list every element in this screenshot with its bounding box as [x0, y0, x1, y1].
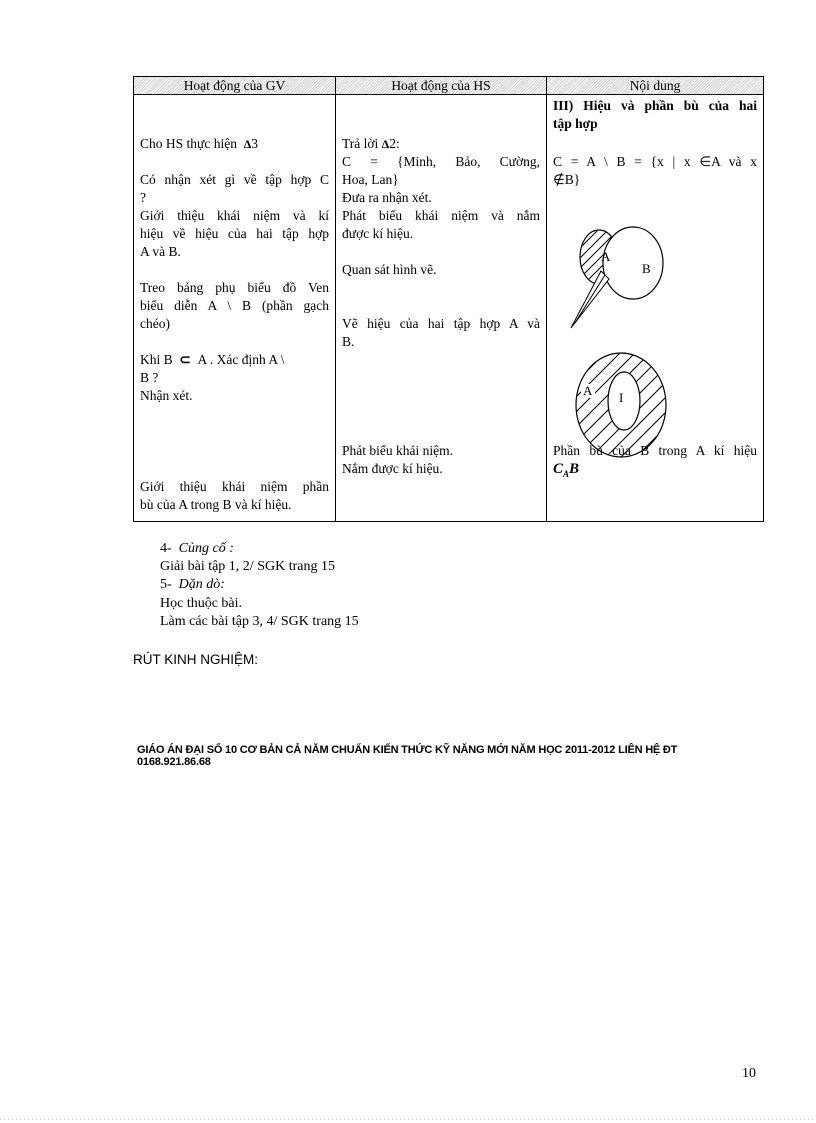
- section-heading: tập hợp: [553, 116, 598, 131]
- header-noi-dung: Nội dung: [547, 77, 764, 95]
- gv-line: ?: [140, 190, 146, 205]
- gv-line: Có nhận xét gì về tập hợp C: [140, 172, 329, 187]
- section-5-text: Làm các bài tập 3, 4/ SGK trang 15: [160, 614, 359, 629]
- venn-difference-diagram: [565, 223, 705, 343]
- gv-line: B ?: [140, 370, 159, 385]
- gv-line: Nhận xét.: [140, 388, 193, 403]
- venn2-label-a: A: [583, 383, 593, 398]
- gv-line: bù của A trong B và kí hiệu.: [140, 497, 292, 512]
- section-5-text: Học thuộc bài.: [160, 596, 243, 611]
- hs-line: Quan sát hình vẽ.: [342, 262, 437, 277]
- hs-line: Đưa ra nhận xét.: [342, 190, 432, 205]
- gv-line: A và B.: [140, 244, 181, 259]
- hs-line: Phát biểu khái niệm.: [342, 443, 453, 458]
- page-edge-divider: [0, 1119, 816, 1120]
- header-hs: Hoạt động của HS: [336, 77, 547, 95]
- gv-line: Giới thiệu khái niệm và kí: [140, 208, 329, 223]
- header-gv: Hoạt động của GV: [134, 77, 336, 95]
- difference-formula: ∉B}: [553, 172, 581, 187]
- venn2-label-b: I: [619, 390, 624, 405]
- hs-line: Trả lời Δ2:: [342, 136, 400, 151]
- section-4-heading: 4- Củng cố :: [160, 541, 234, 556]
- hs-line: được kí hiệu.: [342, 226, 414, 241]
- footer-note: GIÁO ÁN ĐẠI SỐ 10 CƠ BẢN CẢ NĂM CHUẨN KIẾN THỨC KỸ NĂNG MỚI NĂM HỌC 2011-2012 LIÊN HỆ ĐT 0168.921.86.68: [137, 744, 678, 768]
- hs-line: B.: [342, 334, 355, 349]
- hs-cell: [336, 95, 547, 522]
- venn1-label-a: A: [601, 249, 611, 264]
- hs-line: Vẽ hiệu của hai tập hợp A và: [342, 316, 540, 331]
- gv-line: Treo bảng phụ biểu đồ Ven: [140, 280, 329, 295]
- section-5-heading: 5- Dặn dò:: [160, 577, 225, 592]
- lesson-table: [133, 76, 764, 522]
- section-4-text: Giải bài tập 1, 2/ SGK trang 15: [160, 559, 335, 574]
- page-number: 10: [742, 1066, 756, 1081]
- gv-line: Giới thiệu khái niệm phần: [140, 479, 329, 494]
- section-heading: III) Hiệu và phần bù của hai: [553, 98, 757, 113]
- gv-line: Cho HS thực hiện Δ3: [140, 136, 258, 151]
- hs-line: Hoa, Lan}: [342, 172, 399, 187]
- hs-line: Nắm được kí hiệu.: [342, 461, 443, 476]
- gv-line: Khi B ⊂ A . Xác định A \: [140, 352, 285, 367]
- table-header-row: [134, 77, 764, 95]
- complement-symbol: $C_AB$: [553, 461, 580, 479]
- difference-formula: C = A \ B = {x | x ∈A và x: [553, 154, 757, 169]
- table-row: [134, 95, 764, 522]
- gv-line: chéo): [140, 316, 170, 331]
- subset-symbol: ⊂: [179, 352, 191, 367]
- rut-kinh-nghiem-heading: RÚT KINH NGHIỆM:: [133, 652, 259, 667]
- gv-line: hiệu về hiệu của hai tập hợp: [140, 226, 329, 241]
- noi-dung-cell: [547, 95, 764, 522]
- complement-text: Phần bù của B trong A kí hiệu: [553, 443, 757, 458]
- hs-line: C = {Minh, Bảo, Cường,: [342, 154, 540, 169]
- gv-cell: [134, 95, 336, 522]
- hs-line: Phát biểu khái niệm và nắm: [342, 208, 540, 223]
- delta-icon: Δ: [243, 137, 252, 151]
- venn1-label-b: B: [642, 261, 651, 276]
- delta-icon: Δ: [381, 137, 390, 151]
- gv-line: biểu diễn A \ B (phần gạch: [140, 298, 329, 313]
